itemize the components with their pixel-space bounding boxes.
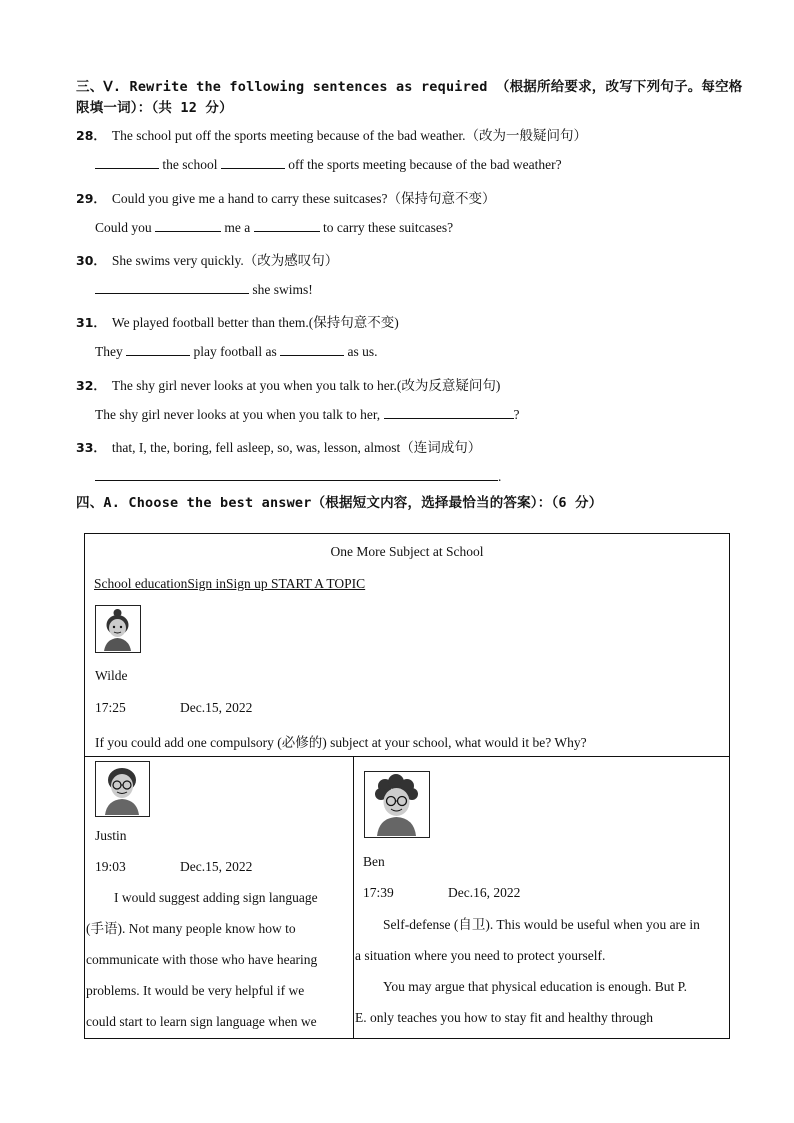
question-31 [76, 311, 399, 331]
reply-line: communicate with those who have hearing [86, 952, 318, 967]
answer-line-30 [95, 280, 313, 298]
reply-body [355, 909, 727, 1033]
nav-link-start-topic[interactable]: START A TOPIC [267, 576, 366, 591]
answer-text: The shy girl never looks at you when you talk to her, [95, 407, 384, 422]
answer-line-29 [95, 218, 453, 236]
forum-nav [94, 576, 365, 592]
answer-blank[interactable] [95, 155, 159, 169]
answer-blank[interactable] [254, 218, 320, 232]
reply-line: I would suggest adding sign language [114, 890, 318, 905]
question-29 [76, 187, 495, 207]
answer-blank[interactable] [126, 342, 190, 356]
avatar-ben [364, 771, 430, 838]
answer-text: off the sports meeting because of the bad weather? [284, 157, 562, 172]
question-number: 29． [76, 191, 106, 206]
answer-blank[interactable] [384, 405, 514, 419]
question-28 [76, 124, 587, 144]
boy-curly-avatar-icon [365, 772, 428, 836]
answer-blank[interactable] [95, 467, 498, 481]
avatar-wilde [95, 605, 141, 653]
answer-blank[interactable] [221, 155, 285, 169]
reply-line: (手语). Not many people know how to [86, 921, 296, 936]
reply-body [86, 882, 336, 1037]
answer-text: ? [513, 407, 520, 422]
section-4-title: 四、A. Choose the best answer（根据短文内容，选择最恰当的答案）：（6 分） [76, 495, 603, 511]
section-3-title: 三、Ⅴ. Rewrite the following sentences as required （根据所给要求，改写下列句子。每空格限填一词）：（共 12 分） [76, 79, 743, 116]
girl-avatar-icon [96, 606, 139, 651]
reply-line: could start to learn sign language when we [86, 1014, 317, 1029]
reply-line: problems. It would be very helpful if we [86, 983, 305, 998]
post-username: Wilde [95, 668, 128, 683]
answer-text: to carry these suitcases? [319, 220, 454, 235]
answer-text: me a [221, 220, 254, 235]
reply-line: E. only teaches you how to stay fit and healthy through [355, 1010, 654, 1025]
answer-line-33 [95, 467, 501, 485]
answer-line-32 [95, 405, 520, 423]
reply-time: 17:39 [363, 885, 394, 900]
answer-text: she swims! [249, 282, 313, 297]
answer-line-31 [95, 342, 377, 360]
reply-line: You may argue that physical education is enough. But P. [383, 979, 687, 994]
question-32 [76, 374, 500, 394]
question-30 [76, 249, 338, 269]
answer-blank[interactable] [95, 280, 249, 294]
nav-link-sign-up[interactable]: Sign up [226, 576, 268, 591]
answer-blank[interactable] [280, 342, 344, 356]
question-number: 32． [76, 378, 106, 393]
nav-link-school-education[interactable]: School education [94, 576, 188, 591]
question-prompt: She swims very quickly.（改为感叹句） [111, 253, 339, 268]
reply-line: Self-defense (自卫). This would be useful when you are in [383, 917, 700, 932]
post-text: If you could add one compulsory (必修的) subject at your school, what would it be? Why? [95, 735, 587, 750]
question-number: 33． [76, 440, 106, 455]
question-33 [76, 436, 481, 456]
question-number: 31． [76, 315, 106, 330]
question-number: 30． [76, 253, 106, 268]
post-time: 17:25 [95, 700, 126, 715]
boy-glasses-avatar-icon [96, 762, 148, 815]
forum-table [84, 533, 730, 1039]
question-prompt: The shy girl never looks at you when you talk to her.(改为反意疑问句) [111, 378, 501, 393]
answer-text: as us. [344, 344, 378, 359]
avatar-justin [95, 761, 150, 817]
answer-text: the school [159, 157, 221, 172]
reply-line: a situation where you need to protect yourself. [355, 948, 606, 963]
question-prompt: The school put off the sports meeting because of the bad weather.（改为一般疑问句） [111, 128, 588, 143]
answer-text: play football as [190, 344, 281, 359]
question-prompt: We played football better than them.(保持句意不变) [111, 315, 399, 330]
question-number: 28． [76, 128, 106, 143]
answer-text: Could you [95, 220, 156, 235]
divider [353, 756, 354, 1038]
reply-username: Justin [95, 828, 127, 843]
answer-line-28 [95, 155, 562, 173]
reply-username: Ben [363, 854, 385, 869]
forum-title: One More Subject at School [330, 544, 484, 559]
answer-blank[interactable] [155, 218, 221, 232]
reply-date: Dec.16, 2022 [448, 885, 521, 900]
answer-text: . [498, 469, 502, 484]
reply-date: Dec.15, 2022 [180, 859, 253, 874]
nav-link-sign-in[interactable]: Sign in [187, 576, 226, 591]
answer-text: They [95, 344, 127, 359]
post-date: Dec.15, 2022 [180, 700, 253, 715]
divider [85, 756, 729, 757]
question-prompt: Could you give me a hand to carry these suitcases?（保持句意不变） [111, 191, 496, 206]
question-prompt: that, I, the, boring, fell asleep, so, was, lesson, almost（连词成句） [111, 440, 482, 455]
reply-time: 19:03 [95, 859, 126, 874]
